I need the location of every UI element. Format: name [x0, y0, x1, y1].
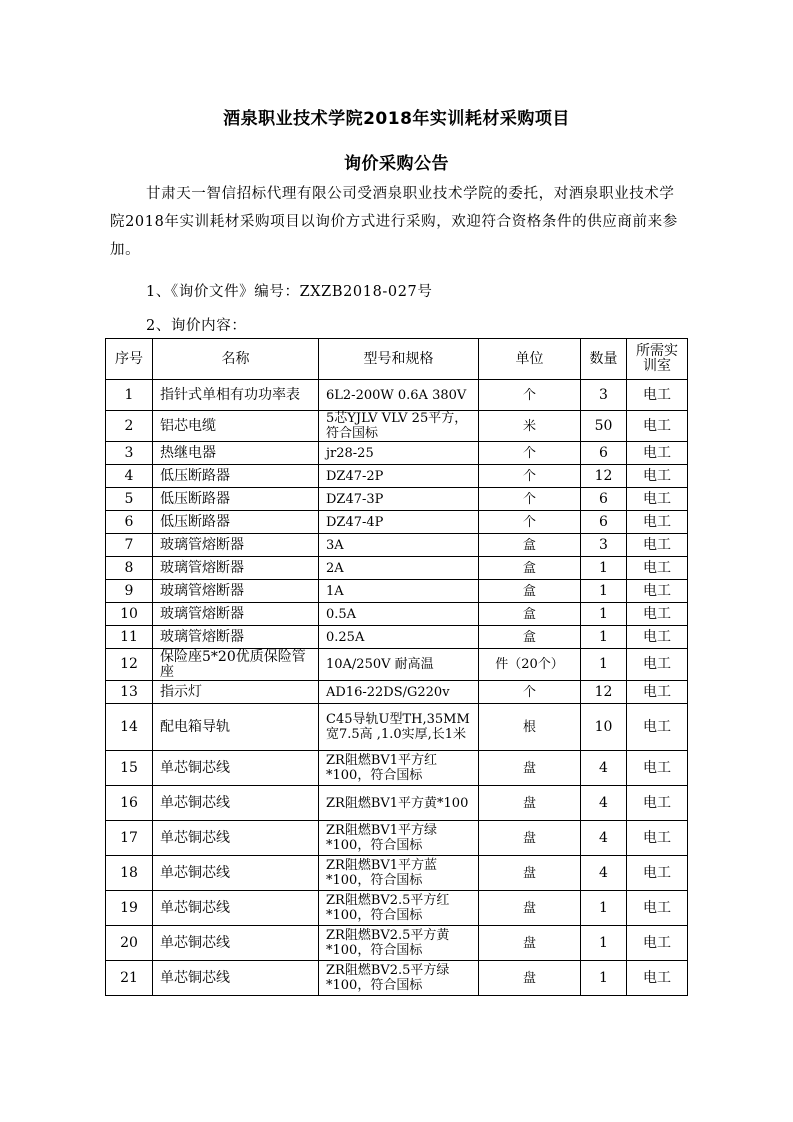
- item-name: 指示灯: [153, 681, 319, 704]
- table-row: [106, 786, 688, 821]
- table-header-row: [106, 339, 688, 380]
- item-quantity: 4: [581, 821, 627, 856]
- item-name: 低压断路器: [153, 511, 319, 534]
- item-unit: 个: [479, 488, 581, 511]
- item-unit: 盒: [479, 603, 581, 626]
- item-unit: 根: [479, 704, 581, 751]
- item-name: 热继电器: [153, 442, 319, 465]
- item-name: 玻璃管熔断器: [153, 603, 319, 626]
- row-number: 9: [106, 580, 153, 603]
- table-row: [106, 681, 688, 704]
- row-number: 21: [106, 961, 153, 996]
- item-quantity: 4: [581, 786, 627, 821]
- item-spec: ZR阻燃BV2.5平方红*100，符合国标: [319, 891, 479, 926]
- item-unit: 盒: [479, 557, 581, 580]
- header-spec: 型号和规格: [319, 339, 479, 380]
- item-unit: 盘: [479, 856, 581, 891]
- item-quantity: 1: [581, 580, 627, 603]
- table-row: [106, 411, 688, 442]
- header-no: 序号: [106, 339, 153, 380]
- item-quantity: 3: [581, 380, 627, 411]
- item-unit: 盘: [479, 891, 581, 926]
- table-row: [106, 751, 688, 786]
- table-row: [106, 961, 688, 996]
- header-unit: 单位: [479, 339, 581, 380]
- row-number: 19: [106, 891, 153, 926]
- item-training-room: 电工: [627, 626, 688, 649]
- item-unit: 盘: [479, 821, 581, 856]
- item-spec: DZ47-4P: [319, 511, 479, 534]
- item-training-room: 电工: [627, 380, 688, 411]
- row-number: 10: [106, 603, 153, 626]
- item-spec: 1A: [319, 580, 479, 603]
- row-number: 4: [106, 465, 153, 488]
- item-spec: jr28-25: [319, 442, 479, 465]
- item-spec: 5芯YJLV VLV 25平方，符合国标: [319, 411, 479, 442]
- item-name: 低压断路器: [153, 488, 319, 511]
- table-row: [106, 856, 688, 891]
- item-name: 单芯铜芯线: [153, 891, 319, 926]
- item-unit: 个: [479, 380, 581, 411]
- item-quantity: 12: [581, 681, 627, 704]
- item-spec: ZR阻燃BV2.5平方黄*100，符合国标: [319, 926, 479, 961]
- table-row: [106, 704, 688, 751]
- item-spec: ZR阻燃BV2.5平方绿*100，符合国标: [319, 961, 479, 996]
- item-training-room: 电工: [627, 534, 688, 557]
- table-row: [106, 511, 688, 534]
- table-row: [106, 603, 688, 626]
- item-quantity: 6: [581, 442, 627, 465]
- item-unit: 盒: [479, 626, 581, 649]
- item-name: 玻璃管熔断器: [153, 534, 319, 557]
- item-training-room: 电工: [627, 926, 688, 961]
- table-row: [106, 926, 688, 961]
- item-unit: 个: [479, 465, 581, 488]
- table-row: [106, 442, 688, 465]
- header-room: 所需实训室: [627, 339, 688, 380]
- item-training-room: 电工: [627, 681, 688, 704]
- item-training-room: 电工: [627, 856, 688, 891]
- document-title: 酒泉职业技术学院2018年实训耗材采购项目: [223, 109, 570, 129]
- item-unit: 盒: [479, 534, 581, 557]
- table-row: [106, 380, 688, 411]
- item-spec: 10A/250V 耐高温: [319, 649, 479, 681]
- item-unit: 个: [479, 511, 581, 534]
- item-quantity: 1: [581, 557, 627, 580]
- item-spec: ZR阻燃BV1平方黄*100: [319, 786, 479, 821]
- item-training-room: 电工: [627, 557, 688, 580]
- item-spec: AD16-22DS/G220v: [319, 681, 479, 704]
- item-quantity: 6: [581, 511, 627, 534]
- item-spec: C45导轨U型TH,35MM宽7.5高 ,1.0实厚,长1米: [319, 704, 479, 751]
- item-quantity: 3: [581, 534, 627, 557]
- table-row: [106, 626, 688, 649]
- item-name: 单芯铜芯线: [153, 856, 319, 891]
- item-spec: 2A: [319, 557, 479, 580]
- item-unit: 件（20个）: [479, 649, 581, 681]
- row-number: 5: [106, 488, 153, 511]
- item-name: 低压断路器: [153, 465, 319, 488]
- item-spec: DZ47-3P: [319, 488, 479, 511]
- row-number: 12: [106, 649, 153, 681]
- item-training-room: 电工: [627, 786, 688, 821]
- document-number-line: 1、《询价文件》编号：ZXZB2018-027号: [146, 284, 433, 300]
- row-number: 7: [106, 534, 153, 557]
- intro-paragraph: 甘肃天一智信招标代理有限公司受酒泉职业技术学院的委托，对酒泉职业技术学院2018年实训耗材采购项目以询价方式进行采购，欢迎符合资格条件的供应商前来参加。: [110, 186, 678, 258]
- table-row: [106, 821, 688, 856]
- row-number: 6: [106, 511, 153, 534]
- item-training-room: 电工: [627, 891, 688, 926]
- table-body: [106, 380, 688, 996]
- item-quantity: 50: [581, 411, 627, 442]
- item-spec: 0.25A: [319, 626, 479, 649]
- row-number: 14: [106, 704, 153, 751]
- item-name: 保险座5*20优质保险管座: [153, 649, 319, 681]
- item-name: 单芯铜芯线: [153, 751, 319, 786]
- item-spec: ZR阻燃BV1平方蓝*100，符合国标: [319, 856, 479, 891]
- item-name: 单芯铜芯线: [153, 786, 319, 821]
- item-quantity: 10: [581, 704, 627, 751]
- item-training-room: 电工: [627, 649, 688, 681]
- item-unit: 盒: [479, 580, 581, 603]
- item-spec: ZR阻燃BV1平方绿*100，符合国标: [319, 821, 479, 856]
- header-qty: 数量: [581, 339, 627, 380]
- item-name: 单芯铜芯线: [153, 821, 319, 856]
- item-name: 配电箱导轨: [153, 704, 319, 751]
- inquiry-content-heading: 2、询价内容：: [146, 318, 247, 334]
- table-row: [106, 891, 688, 926]
- row-number: 20: [106, 926, 153, 961]
- table-row: [106, 534, 688, 557]
- item-training-room: 电工: [627, 442, 688, 465]
- header-name: 名称: [153, 339, 319, 380]
- item-spec: 0.5A: [319, 603, 479, 626]
- item-quantity: 1: [581, 626, 627, 649]
- item-unit: 盘: [479, 786, 581, 821]
- item-training-room: 电工: [627, 465, 688, 488]
- item-spec: DZ47-2P: [319, 465, 479, 488]
- table-row: [106, 465, 688, 488]
- item-spec: ZR阻燃BV1平方红*100，符合国标: [319, 751, 479, 786]
- table-row: [106, 580, 688, 603]
- item-name: 单芯铜芯线: [153, 926, 319, 961]
- item-quantity: 1: [581, 926, 627, 961]
- row-number: 18: [106, 856, 153, 891]
- item-name: 单芯铜芯线: [153, 961, 319, 996]
- row-number: 15: [106, 751, 153, 786]
- row-number: 3: [106, 442, 153, 465]
- item-unit: 个: [479, 442, 581, 465]
- row-number: 8: [106, 557, 153, 580]
- item-quantity: 4: [581, 856, 627, 891]
- item-training-room: 电工: [627, 704, 688, 751]
- item-quantity: 1: [581, 961, 627, 996]
- row-number: 17: [106, 821, 153, 856]
- item-name: 玻璃管熔断器: [153, 626, 319, 649]
- document-subtitle: 询价采购公告: [344, 154, 449, 174]
- item-spec: 3A: [319, 534, 479, 557]
- table-row: [106, 649, 688, 681]
- row-number: 13: [106, 681, 153, 704]
- item-quantity: 1: [581, 891, 627, 926]
- item-quantity: 1: [581, 603, 627, 626]
- item-training-room: 电工: [627, 603, 688, 626]
- item-quantity: 12: [581, 465, 627, 488]
- item-training-room: 电工: [627, 821, 688, 856]
- item-spec: 6L2-200W 0.6A 380V: [319, 380, 479, 411]
- item-unit: 盘: [479, 751, 581, 786]
- items-table: [105, 338, 688, 996]
- item-training-room: 电工: [627, 961, 688, 996]
- item-unit: 盘: [479, 961, 581, 996]
- item-training-room: 电工: [627, 488, 688, 511]
- item-training-room: 电工: [627, 580, 688, 603]
- item-training-room: 电工: [627, 751, 688, 786]
- row-number: 11: [106, 626, 153, 649]
- item-name: 玻璃管熔断器: [153, 580, 319, 603]
- item-name: 铝芯电缆: [153, 411, 319, 442]
- item-unit: 个: [479, 681, 581, 704]
- table-row: [106, 557, 688, 580]
- item-name: 指针式单相有功功率表: [153, 380, 319, 411]
- row-number: 1: [106, 380, 153, 411]
- item-unit: 米: [479, 411, 581, 442]
- item-name: 玻璃管熔断器: [153, 557, 319, 580]
- table-row: [106, 488, 688, 511]
- item-quantity: 1: [581, 649, 627, 681]
- row-number: 16: [106, 786, 153, 821]
- item-training-room: 电工: [627, 411, 688, 442]
- item-quantity: 4: [581, 751, 627, 786]
- item-unit: 盘: [479, 926, 581, 961]
- row-number: 2: [106, 411, 153, 442]
- item-training-room: 电工: [627, 511, 688, 534]
- item-quantity: 6: [581, 488, 627, 511]
